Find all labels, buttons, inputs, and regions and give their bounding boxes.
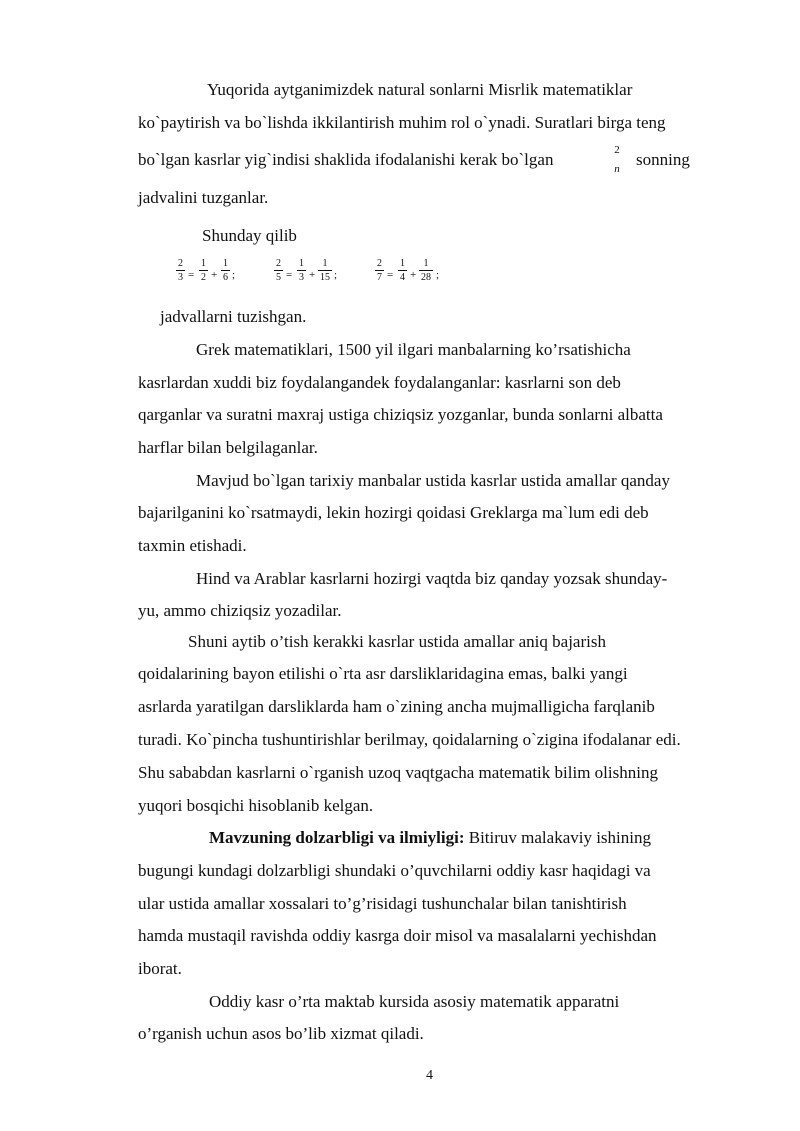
plus-sign: + [309,269,316,281]
den: 5 [276,272,281,283]
fraction-2-over-n [610,144,624,176]
page-number: 4 [426,1068,433,1083]
section-heading: Mavzuning dolzarbligi va ilmiyligi: [209,828,465,847]
p6-line1-rest: Bitiruv malakaviy ishining [464,828,651,847]
p6-line3: ular ustida amallar xossalari to’g’risidagi tushunchalar bilan tanishtirish [138,894,627,913]
p5-line2: qoidalarining bayon etilishi o`rta asr darsliklaridagina emas, balki yangi [138,664,628,683]
fraction-bar [199,270,208,271]
formula2-term2 [318,258,332,283]
jadvallar-line: jadvallarni tuzishgan. [160,307,307,326]
num: 1 [223,258,228,269]
num: 1 [423,258,429,269]
den: 4 [400,272,405,283]
p2-line4: harflar bilan belgilaganlar. [138,438,318,457]
p2-line2: kasrlardan xuddi biz foydalangandek foydalanganlar: kasrlarni son deb [138,373,621,392]
semicolon: ; [334,269,338,281]
formula1-lhs [176,258,185,283]
p7-line2: o’rganish uchun asos bo’lib xizmat qiladi. [138,1024,424,1043]
p3-line3: taxmin etishadi. [138,536,247,555]
num: 2 [276,258,281,269]
formula2-term1 [297,258,306,283]
p6-line1 [209,828,651,848]
fraction-bar [318,270,332,271]
num: 2 [377,258,382,269]
p5-line5: Shu sababdan kasrlarni o`rganish uzoq vaqtgacha matematik bilim olishning [138,763,658,782]
formula2-lhs [274,258,283,283]
formula3-term2 [419,258,433,283]
den: 28 [421,272,431,283]
den: 3 [178,272,183,283]
p2-line1: Grek matematiklari, 1500 yil ilgari manbalarning ko’rsatishicha [196,340,631,359]
equals-sign: = [188,269,195,281]
fraction-numerator: 2 [614,144,620,156]
p5-line6: yuqori bosqichi hisoblanib kelgan. [138,796,374,815]
p5-line3: asrlarda yaratilgan darsliklarda ham o`zining ancha mujmalligicha farqlanib [138,697,655,716]
num: 1 [400,258,405,269]
formula1-term2 [221,258,230,283]
p6-line5: iborat. [138,959,182,978]
formula3-lhs [375,258,384,283]
p1-line2: ko`paytirish va bo`lishda ikkilantirish muhim rol o`ynadi. Suratlari birga teng [138,113,666,132]
p1-line3: bo`lgan kasrlar yig`indisi shaklida ifodalanishi kerak bo`lgan [138,150,554,169]
p7-line1: Oddiy kasr o’rta maktab kursida asosiy matematik apparatni [209,992,620,1011]
den: 3 [299,272,304,283]
p2-line3: qarganlar va suratni maxraj ustiga chiziqsiz yozganlar, bunda sonlarni albatta [138,405,663,424]
fraction-bar [610,158,624,162]
fraction-bar [297,270,306,271]
den: 15 [320,272,330,283]
den: 2 [201,272,206,283]
semicolon: ; [232,269,236,281]
den: 7 [377,272,382,283]
p5-line4: turadi. Ko`pincha tushuntirishlar berilmay, qoidalarning o`zigina ifodalanar edi. [138,730,681,749]
p1-line4: jadvalini tuzganlar. [138,188,269,207]
p1-line3-end: sonning [636,150,690,169]
p3-line1: Mavjud bo`lgan tarixiy manbalar ustida kasrlar ustida amallar qanday [196,471,670,490]
equals-sign: = [286,269,293,281]
shunday-line: Shunday qilib [202,226,297,245]
formula3-term1 [398,258,407,283]
semicolon: ; [436,269,440,281]
fraction-bar [176,270,185,271]
p3-line2: bajarilganini ko`rsatmaydi, lekin hozirgi qoidasi Greklarga ma`lum edi deb [138,503,649,522]
p6-line4: hamda mustaqil ravishda oddiy kasrga doir misol va masalalarni yechishdan [138,926,657,945]
num: 1 [299,258,304,269]
fraction-bar [398,270,407,271]
fraction-bar [419,270,433,271]
fraction-bar [274,270,283,271]
num: 2 [178,258,183,269]
fraction-bar [221,270,230,271]
equals-sign: = [387,269,394,281]
fraction-denominator: n [614,163,620,175]
plus-sign: + [211,269,218,281]
p4-line2: yu, ammo chiziqsiz yozadilar. [138,601,342,620]
fraction-bar [375,270,384,271]
p6-line2: bugungi kundagi dolzarbligi shundaki o’quvchilarni oddiy kasr haqidagi va [138,861,651,880]
formula1-term1 [199,258,208,283]
p5-line1: Shuni aytib o’tish kerakki kasrlar ustida amallar aniq bajarish [188,632,606,651]
p1-line1: Yuqorida aytganimizdek natural sonlarni Misrlik matematiklar [207,80,633,99]
plus-sign: + [410,269,417,281]
den: 6 [223,272,228,283]
p4-line1: Hind va Arablar kasrlarni hozirgi vaqtda biz qanday yozsak shunday- [196,569,668,588]
num: 1 [322,258,328,269]
num: 1 [201,258,206,269]
